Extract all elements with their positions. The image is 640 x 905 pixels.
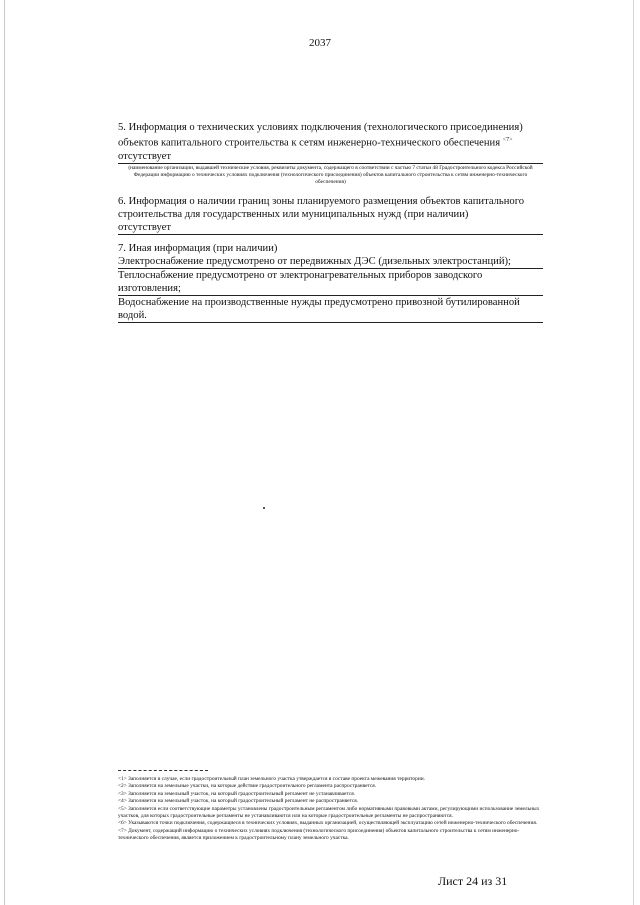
footnote-4: <4> Заполняется на земельный участок, на который градостроительный регламент не распространяется. bbox=[118, 798, 359, 805]
footnotes bbox=[118, 776, 543, 843]
footnote-5: <5> Заполняется если соответствующие параметры установлены градостроительным регламентом либо нормативными правовыми актами, регулирующими использование земельных участков, для которых градостроительные регламенты не устанавливаются или на которые градостроительные регламенты не распространяются. bbox=[118, 805, 540, 820]
footnote-6: <6> Указываются точки подключения, содержащиеся в технических условиях, выданных организацией, осуществляющей эксплуатацию сетей инженерно-технического обеспечения. bbox=[118, 820, 538, 827]
footnote-ref: <7> bbox=[502, 137, 513, 143]
section-6-heading: 6. Информация о наличии границ зоны планируемого размещения объектов капитального строительства для государственных или муниципальных нужд (при наличии) bbox=[118, 196, 525, 220]
section-6 bbox=[118, 195, 543, 235]
page-number: 2037 bbox=[309, 37, 331, 49]
footnote-3: <3> Заполняется на земельный участок, на который градостроительный регламент не устанавливается. bbox=[118, 790, 356, 797]
section-7 bbox=[118, 242, 543, 323]
section-7-line-electricity: Электроснабжение предусмотрено от передвижных ДЭС (дизельных электростанций); bbox=[118, 255, 543, 269]
footnote-1: <1> Заполняется в случае, если градостроительный план земельного участка утверждается в составе проекта межевания территории. bbox=[118, 776, 425, 782]
sheet-number: Лист 24 из 31 bbox=[438, 874, 508, 888]
section-7-heading: 7. Иная информация (при наличии) bbox=[118, 243, 278, 254]
scan-speck bbox=[263, 507, 265, 509]
footnote-separator bbox=[118, 770, 208, 771]
section-7-line-heating: Теплоснабжение предусмотрено от электронагревательных приборов заводского изготовления; bbox=[118, 269, 543, 296]
section-5 bbox=[118, 121, 543, 186]
footnote-7: <7> Документ, содержащий информацию о технических условиях подключения (технологического присоединения) объектов капитального строительства к сетям инженерно-технического обеспечения, является приложением к градостроительному плану земельного участка. bbox=[118, 827, 520, 842]
section-5-value: отсутствует bbox=[118, 150, 543, 164]
scan-edge-right bbox=[633, 0, 634, 905]
section-7-line-water: Водоснабжение на производственные нужды предусмотрено привозной бутилированной водой. bbox=[118, 296, 543, 323]
section-5-heading-text: 5. Информация о технических условиях подключения (технологического присоединения) объектов капитального строительства к сетям инженерно-технического обеспечения bbox=[118, 122, 523, 149]
section-5-caption: (наименование организации, выдавшей технические условия, реквизиты документа, содержащего в соответствии с частью 7 статьи 48 Градостроительного кодекса Российской Федерации информацию о технических условиях подключения (технологического присоединения) объектов капитального строительства к сетям инженерно-технического обеспечения) bbox=[128, 164, 533, 185]
footnote-2: <2> Заполняется на земельные участки, на которые действие градостроительного регламента распространяется. bbox=[118, 783, 377, 790]
scan-edge-left bbox=[4, 0, 5, 905]
section-5-heading bbox=[118, 121, 543, 150]
section-6-value: отсутствует bbox=[118, 221, 543, 235]
